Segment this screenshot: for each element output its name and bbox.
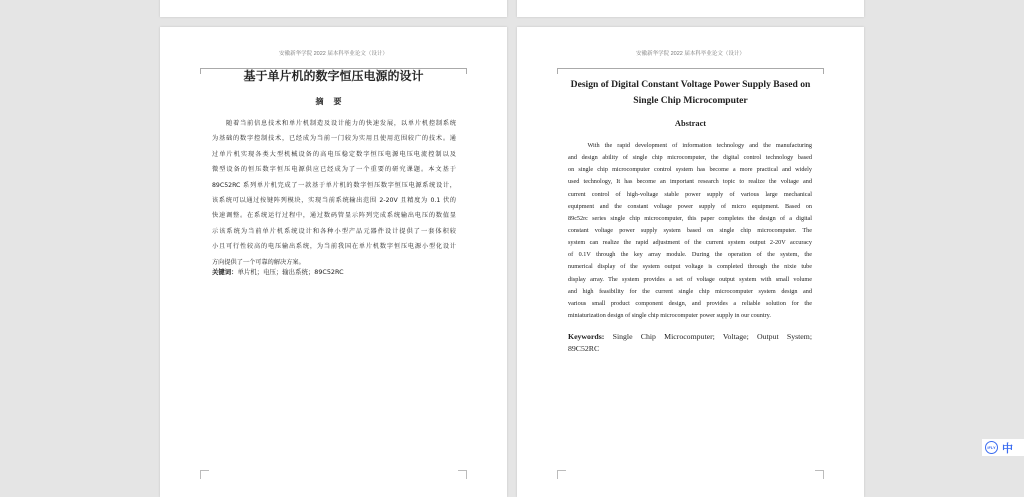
abstract-line: 为基础的数字控制技术，已经成为当前一门较为实用且使用范围较广的技术。通 [212, 135, 456, 143]
abstract-line: 快速调整。在系统运行过程中，通过数码管显示阵列完成系统输出电压的数值显 [212, 212, 456, 220]
abstract-line: used technology, It has become an important research topic to realize the voltage and [568, 178, 812, 186]
keywords-en [568, 330, 812, 343]
header-rule [557, 68, 824, 69]
previous-page-right [517, 0, 864, 17]
title-line: Single Chip Microcomputer [633, 95, 748, 106]
abstract-line: 小且可行性较高的电压输出系统，为当前我国在单片机数字恒压电源小型化设计 [212, 243, 456, 251]
abstract-line: 方向提供了一个可靠的解决方案。 [212, 258, 305, 266]
abstract-line: 89C52RC 系列单片机完成了一款基于单片机的数字恒压数字恒压电源系统设计， [212, 181, 456, 189]
abstract-line: numerical display of the system output voltage is completed through the nixie tube [568, 263, 812, 271]
abstract-line: system can realize the rapid adjustment of the current system output 2-20V accuracy [568, 239, 812, 247]
ifly-logo-icon[interactable]: iFLY [985, 441, 998, 454]
abstract-body-zh [212, 116, 456, 270]
keywords-zh [212, 267, 344, 276]
abstract-body-en [568, 140, 812, 322]
abstract-line: With the rapid development of information technology and the manufacturing [568, 142, 812, 149]
keywords-value: 单片机；电压；输出系统；89C52RC [237, 268, 344, 276]
abstract-line: on single chip microcomputer control system has become a more practical and widely [568, 166, 812, 174]
abstract-heading-zh: 摘要 [315, 97, 352, 106]
abstract-line: 示该系统为当前单片机系统设计和各种小型产品元器件设计提供了一套体积较 [212, 227, 456, 235]
abstract-line: 微型设备的恒压数字恒压电源供应已经成为了一个重要的研究课题。本文基于 [212, 166, 456, 174]
abstract-line: and high feasibility for the current single chip microcomputer system design and [568, 287, 812, 295]
previous-page-left [160, 0, 507, 17]
abstract-line: various small product component design, and provides a reliable solution for the [568, 299, 812, 307]
abstract-line: and design ability of single chip microcomputer, the digital control technology based [568, 154, 812, 162]
margin-mark [557, 470, 566, 479]
abstract-line: constant voltage power supply system based on single chip microcomputer. The [568, 226, 812, 234]
abstract-line: 该系统可以通过按键阵列模块，实现当前系统输出范围 2-20V 且精度为 0.1 伏的 [212, 196, 456, 204]
chinese-abstract-page [160, 27, 507, 497]
keywords-label: Keywords: [568, 332, 605, 341]
abstract-line: current control of high-voltage stable power supply of various large mechanical [568, 190, 812, 198]
keywords-value-cont: 89C52RC [568, 344, 600, 353]
abstract-line: display array. The system provides a set of voltage output system with small volume [568, 275, 812, 283]
margin-mark [200, 470, 209, 479]
abstract-line: miniaturization design of single chip microcomputer power supply in our country. [568, 311, 771, 319]
input-method-toolbar[interactable] [982, 439, 1024, 456]
page-header: 安徽新华学院 2022 届本科毕业论文（设计） [636, 51, 745, 57]
english-abstract-page [517, 27, 864, 497]
abstract-line: 89c52rc series single chip microcomputer, this paper completes the design of a digital [568, 214, 812, 222]
abstract-heading-en: Abstract [674, 119, 707, 128]
title-line: Design of Digital Constant Voltage Power Supply Based on [570, 79, 811, 90]
abstract-line: 随着当前信息技术和单片机制造及设计能力的快速发展，以单片机控制系统 [212, 120, 456, 127]
abstract-line: of 0.1V through the key array module. During the operation of the system, the [568, 251, 812, 259]
abstract-line: equipment and the constant voltage power supply of micro equipment. Based on [568, 202, 812, 210]
abstract-line: 过单片机实现各类大型机械设备的高电压稳定数字恒压电源电压电流控制以及 [212, 150, 456, 158]
margin-mark [458, 470, 467, 479]
margin-mark [815, 470, 824, 479]
keywords-label: 关键词： [212, 268, 238, 276]
thesis-title-zh: 基于单片机的数字恒压电源的设计 [243, 69, 424, 83]
page-header: 安徽新华学院 2022 届本科毕业论文（设计） [279, 51, 388, 57]
thesis-title-en [517, 77, 864, 109]
language-toggle[interactable]: 中 [1002, 441, 1013, 455]
keywords-value: Single Chip Microcomputer; Voltage; Output System; [612, 332, 812, 341]
